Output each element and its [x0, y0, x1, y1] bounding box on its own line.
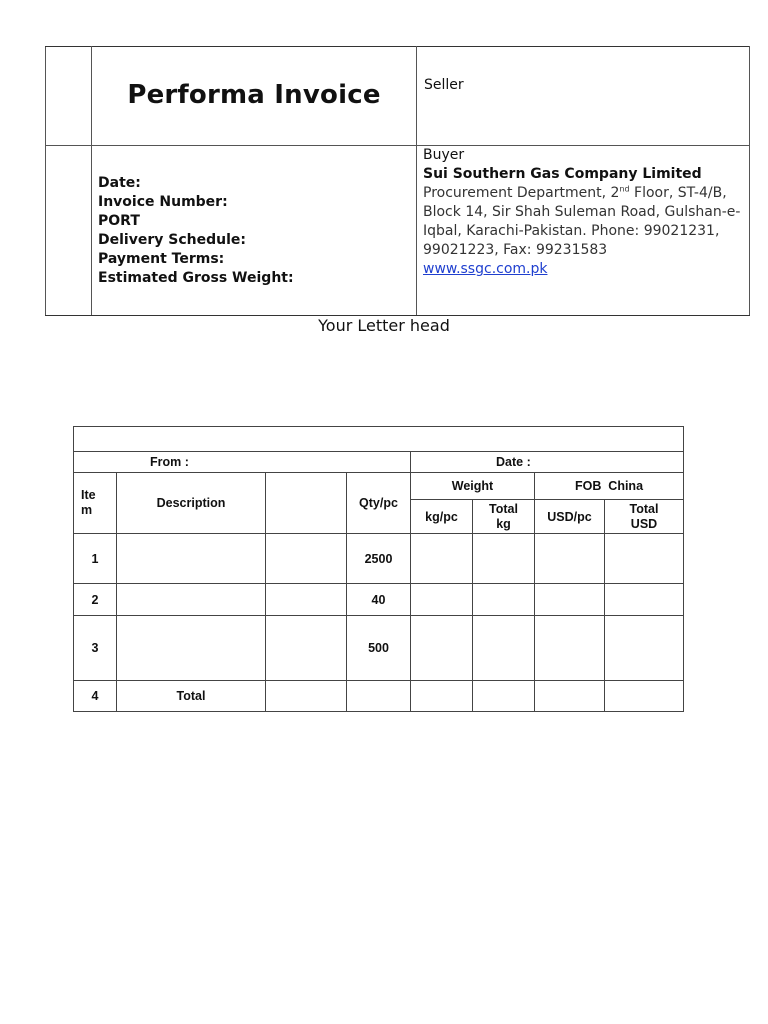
row-qty	[347, 681, 411, 712]
qty-header: Qty/pc	[347, 473, 411, 534]
row-blank-cell	[266, 681, 347, 712]
items-table	[73, 426, 684, 712]
buyer-block	[417, 146, 750, 316]
buyer-address-line3: Iqbal, Karachi-Pakistan. Phone: 99021231,	[423, 223, 720, 239]
row-qty: 2500	[347, 534, 411, 584]
row-total-kg	[473, 584, 535, 616]
table-row	[74, 681, 684, 712]
table-row	[74, 534, 684, 584]
date-field-label: Date:	[98, 175, 141, 191]
usd-per-pc-header: USD/pc	[535, 500, 605, 534]
row-kg-per-pc	[411, 534, 473, 584]
row-description	[117, 584, 266, 616]
row-blank-cell	[266, 534, 347, 584]
row-blank-cell	[266, 616, 347, 681]
row-usd-per-pc	[535, 616, 605, 681]
row-usd-per-pc	[535, 681, 605, 712]
row-total-usd	[605, 616, 684, 681]
weight-header: Weight	[411, 473, 535, 500]
payment-terms-label: Payment Terms:	[98, 251, 225, 267]
items-table-top-row	[74, 427, 684, 452]
buyer-company: Sui Southern Gas Company Limited	[423, 166, 702, 182]
row-kg-per-pc	[411, 584, 473, 616]
fob-header: FOB China	[535, 473, 684, 500]
description-header: Description	[117, 473, 266, 534]
table-row	[74, 616, 684, 681]
row-kg-per-pc	[411, 616, 473, 681]
buyer-website-link[interactable]: www.ssgc.com.pk	[423, 261, 548, 277]
kg-per-pc-header: kg/pc	[411, 500, 473, 534]
row-total-usd	[605, 584, 684, 616]
header-blank-cell	[46, 47, 92, 146]
invoice-title: Performa Invoice	[92, 47, 417, 146]
header-blank-cell	[46, 146, 92, 316]
from-cell	[74, 452, 411, 473]
row-total-usd	[605, 681, 684, 712]
row-description	[117, 534, 266, 584]
row-item-number: 3	[74, 616, 117, 681]
from-label: From :	[150, 455, 189, 469]
invoice-fields	[92, 146, 417, 316]
gross-weight-label: Estimated Gross Weight:	[98, 270, 294, 286]
buyer-address-line2: Block 14, Sir Shah Suleman Road, Gulshan-e-	[423, 204, 741, 220]
row-item-number: 4	[74, 681, 117, 712]
item-header: Ite m	[74, 473, 117, 534]
row-total-kg	[473, 681, 535, 712]
table-row	[74, 584, 684, 616]
invoice-number-label: Invoice Number:	[98, 194, 228, 210]
delivery-schedule-label: Delivery Schedule:	[98, 232, 246, 248]
row-kg-per-pc	[411, 681, 473, 712]
letter-head-placeholder: Your Letter head	[318, 316, 450, 335]
row-total-usd	[605, 534, 684, 584]
row-usd-per-pc	[535, 534, 605, 584]
buyer-address-line1: Procurement Department, 2nd Floor, ST-4/B,	[423, 184, 727, 201]
row-usd-per-pc	[535, 584, 605, 616]
row-item-number: 2	[74, 584, 117, 616]
row-blank-cell	[266, 584, 347, 616]
row-qty: 500	[347, 616, 411, 681]
date-cell	[411, 452, 684, 473]
port-label: PORT	[98, 213, 140, 229]
seller-label: Seller	[417, 47, 750, 146]
total-usd-header: Total USD	[605, 500, 684, 534]
row-description	[117, 616, 266, 681]
total-kg-header: Total kg	[473, 500, 535, 534]
buyer-address-line4: 99021223, Fax: 99231583	[423, 242, 608, 258]
invoice-header-table	[45, 46, 750, 316]
row-total-kg	[473, 534, 535, 584]
row-description: Total	[117, 681, 266, 712]
blank-header	[266, 473, 347, 534]
row-qty: 40	[347, 584, 411, 616]
buyer-label: Buyer	[423, 147, 465, 163]
row-total-kg	[473, 616, 535, 681]
date-label: Date :	[496, 455, 531, 469]
row-item-number: 1	[74, 534, 117, 584]
